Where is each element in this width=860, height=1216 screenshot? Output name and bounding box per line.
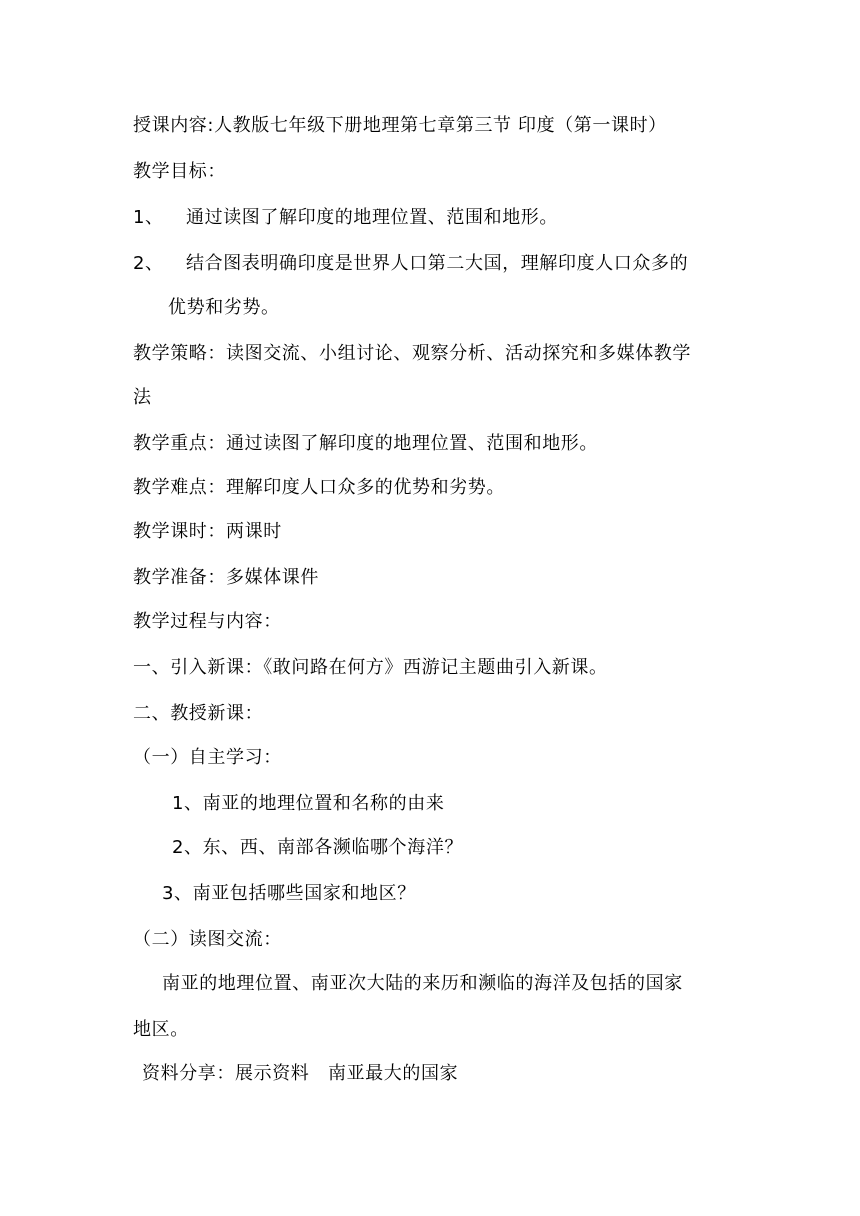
class-hours-line: 教学课时：两课时	[133, 521, 282, 542]
self-study-item: 1、南亚的地理位置和名称的由来	[172, 793, 445, 814]
self-study-item: 2、东、西、南部各濒临哪个海洋？	[172, 837, 464, 858]
map-reading-line-continuation: 地区。	[133, 1019, 189, 1040]
objective-item	[133, 252, 688, 276]
self-study-heading: （一）自主学习：	[133, 747, 282, 768]
process-heading: 教学过程与内容：	[133, 611, 282, 632]
difficult-point-line: 教学难点：理解印度人口众多的优势和劣势。	[133, 477, 505, 498]
self-study-item: 3、南亚包括哪些国家和地区？	[162, 883, 416, 904]
objective-number: 1、	[133, 207, 164, 228]
objective-text: 通过读图了解印度的地理位置、范围和地形。	[186, 207, 558, 228]
map-reading-heading: （二）读图交流：	[133, 929, 282, 950]
objective-item	[133, 206, 558, 230]
course-content-line: 授课内容:人教版七年级下册地理第七章第三节 印度（第一课时）	[133, 115, 667, 136]
map-reading-line: 南亚的地理位置、南亚次大陆的来历和濒临的海洋及包括的国家	[162, 973, 683, 994]
objectives-heading: 教学目标：	[133, 161, 226, 182]
objective-continuation: 优势和劣势。	[168, 297, 280, 318]
preparation-line: 教学准备：多媒体课件	[133, 567, 319, 588]
key-point-line: 教学重点：通过读图了解印度的地理位置、范围和地形。	[133, 433, 598, 454]
objective-number: 2、	[133, 253, 164, 274]
strategy-line-continuation: 法	[133, 387, 152, 408]
objective-text: 结合图表明确印度是世界人口第二大国，理解印度人口众多的	[186, 253, 689, 274]
strategy-line: 教学策略：读图交流、小组讨论、观察分析、活动探究和多媒体教学	[133, 343, 691, 364]
section-one-line: 一、引入新课：《敢问路在何方》西游记主题曲引入新课。	[133, 657, 608, 678]
section-two-heading: 二、教授新课：	[133, 703, 264, 724]
material-share-line: 资料分享：展示资料 南亚最大的国家	[142, 1063, 459, 1084]
